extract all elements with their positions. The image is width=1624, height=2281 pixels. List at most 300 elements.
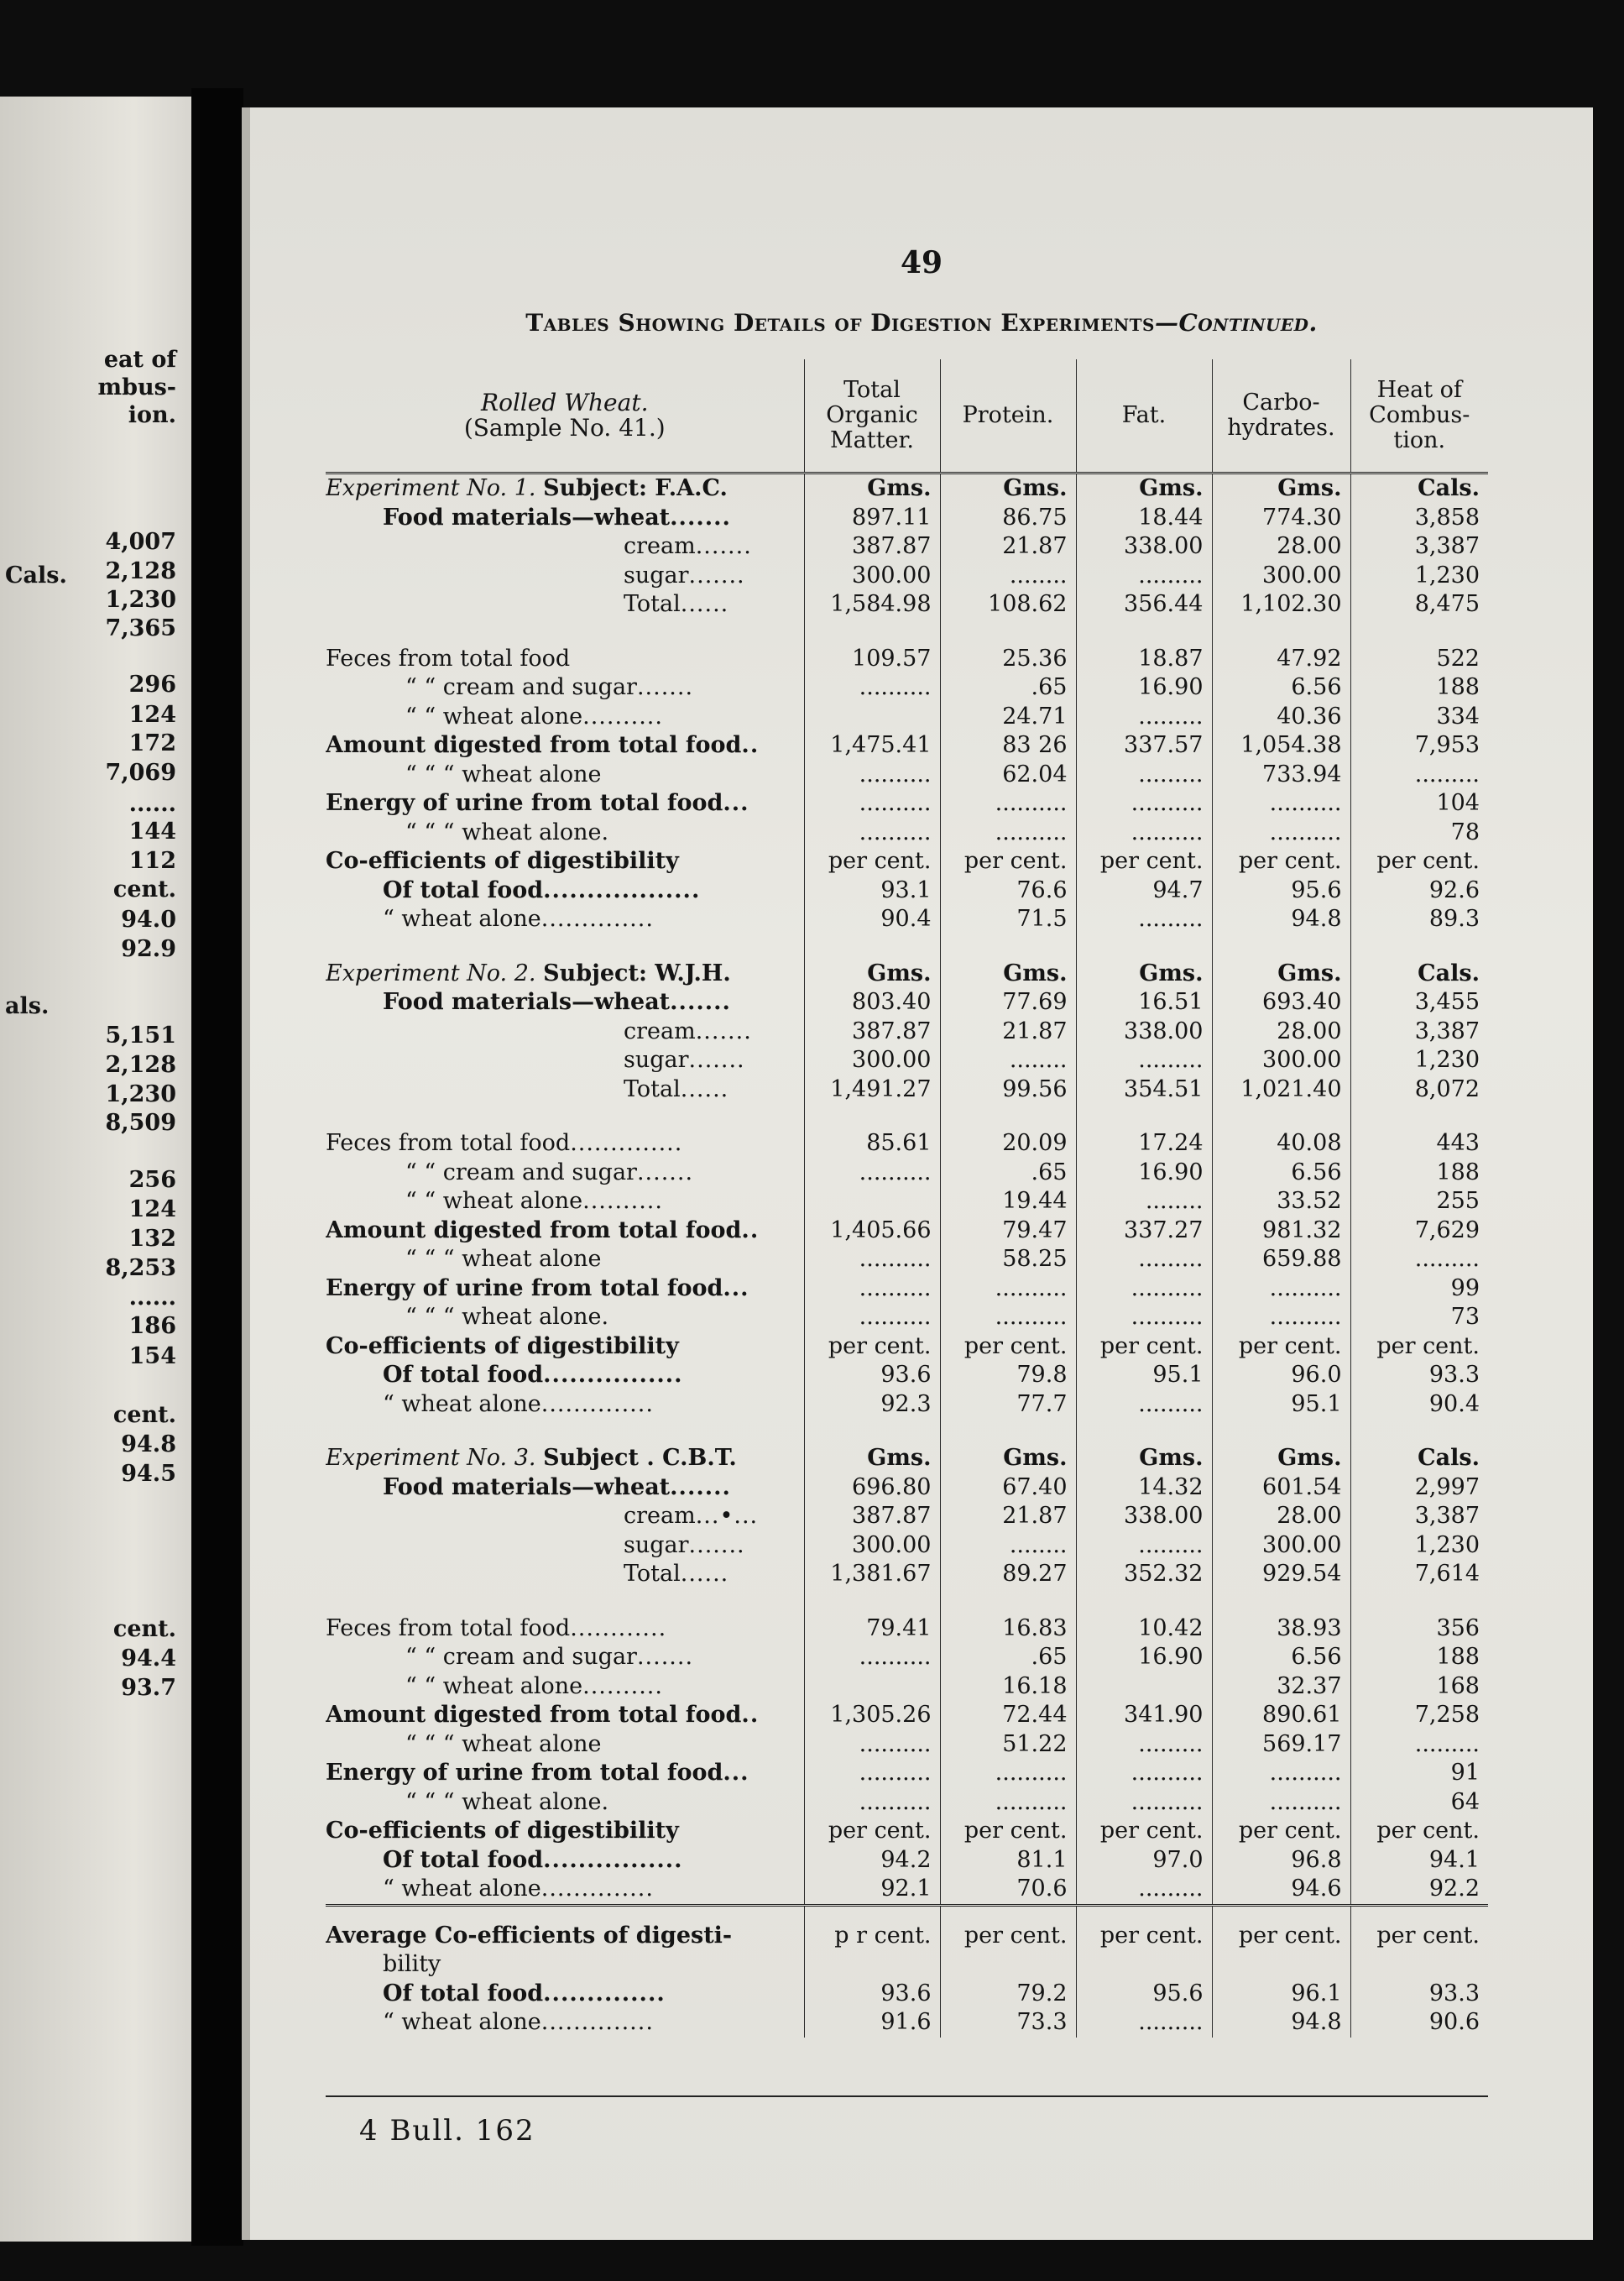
row-label — [326, 504, 804, 533]
value-cell: 19.44 — [940, 1187, 1076, 1216]
document-page — [242, 107, 1593, 2240]
value-cell: .......... — [1076, 1759, 1212, 1788]
spacer-cell — [1076, 1589, 1212, 1614]
value-cell: .......... — [804, 1274, 940, 1304]
left-page-header-line: eat of — [103, 347, 176, 373]
value-cell: .......... — [804, 789, 940, 819]
value-cell: .......... — [940, 1759, 1076, 1788]
left-page-value: 93.7 — [121, 1675, 176, 1701]
value-cell: .......... — [804, 1643, 940, 1672]
leader-dots: .............. — [540, 2009, 654, 2035]
left-page-unit: Cals. — [5, 562, 67, 589]
row-label-text: cream — [624, 533, 696, 559]
table-row — [326, 1216, 1488, 1246]
value-cell: ......... — [1076, 1245, 1212, 1274]
value-cell: 64 — [1350, 1788, 1488, 1818]
row-label-text: Food materials—wheat — [383, 1473, 671, 1500]
left-page-value: 124 — [128, 702, 176, 728]
empty-cell — [804, 1950, 940, 1980]
header-fat: Fat. — [1076, 359, 1212, 473]
unit-cell: per cent. — [1212, 1922, 1350, 1951]
unit-cell: per cent. — [940, 847, 1076, 876]
value-cell: 92.2 — [1350, 1875, 1488, 1905]
spacer-cell — [326, 934, 804, 960]
value-cell: 1,021.40 — [1212, 1075, 1350, 1105]
value-cell: 7,258 — [1350, 1701, 1488, 1730]
experiment-header-row — [326, 473, 1488, 504]
unit-cell: Gms. — [940, 1444, 1076, 1473]
table-row — [326, 1390, 1488, 1420]
unit-cell: p r cent. — [804, 1922, 940, 1951]
value-cell: 93.1 — [804, 876, 940, 906]
value-cell: 300.00 — [1212, 1046, 1350, 1075]
row-label-text: “ “ “ wheat alone. — [405, 1788, 609, 1815]
value-cell: 38.93 — [1212, 1614, 1350, 1644]
value-cell: ........ — [940, 1046, 1076, 1075]
left-page-value: 154 — [128, 1343, 176, 1369]
row-label — [326, 1159, 804, 1188]
value-cell: 28.00 — [1212, 1502, 1350, 1531]
value-cell: 890.61 — [1212, 1701, 1350, 1730]
spacer-cell — [804, 1419, 940, 1444]
row-label — [326, 1129, 804, 1159]
value-cell: 18.44 — [1076, 504, 1212, 533]
average-header-row — [326, 1922, 1488, 1951]
row-label-text: “ “ “ wheat alone. — [405, 1304, 609, 1330]
leader-dots: .......... — [582, 703, 663, 730]
row-label-text: Amount digested from total food — [326, 1216, 742, 1243]
row-label-text: sugar — [624, 1047, 689, 1073]
experiment-label — [326, 1444, 804, 1473]
row-label — [326, 1216, 804, 1246]
value-cell: 733.94 — [1212, 761, 1350, 790]
value-cell: .......... — [804, 819, 940, 848]
row-label — [326, 731, 804, 761]
value-cell: 774.30 — [1212, 504, 1350, 533]
table-row — [326, 1046, 1488, 1075]
value-cell: ......... — [1350, 761, 1488, 790]
value-cell: 108.62 — [940, 590, 1076, 620]
row-label — [326, 1560, 804, 1589]
value-cell: .......... — [804, 673, 940, 703]
header-total-organic-matter — [804, 359, 940, 473]
unit-cell: per cent. — [1350, 847, 1488, 876]
experiment-number: Experiment No. 1. — [326, 475, 536, 501]
value-cell — [804, 1672, 940, 1702]
row-label-text: Amount digested from total food — [326, 1702, 742, 1728]
table-row — [326, 1730, 1488, 1760]
spacer-cell — [326, 1104, 804, 1129]
experiment-label — [326, 960, 804, 989]
row-label — [326, 988, 804, 1018]
value-cell: .......... — [804, 1730, 940, 1760]
table-header-row — [326, 359, 1488, 473]
leader-dots: .. — [741, 1702, 760, 1728]
unit-cell: per cent. — [804, 1817, 940, 1846]
spacer-cell — [1350, 1419, 1488, 1444]
leader-dots: .. — [741, 1216, 760, 1243]
value-cell: 522 — [1350, 645, 1488, 674]
value-cell — [804, 1187, 940, 1216]
row-label-text: Energy of urine from total food — [326, 1274, 723, 1301]
value-cell: 7,614 — [1350, 1560, 1488, 1589]
left-page-value: 2,128 — [105, 558, 176, 584]
unit-cell: per cent. — [1212, 847, 1350, 876]
value-cell: ......... — [1076, 1531, 1212, 1561]
row-label-text: “ wheat alone — [383, 906, 541, 932]
leader-dots: ....... — [695, 533, 752, 559]
unit-cell: Gms. — [1212, 1444, 1350, 1473]
value-cell: 1,230 — [1350, 562, 1488, 591]
value-cell: .......... — [804, 1303, 940, 1332]
unit-cell: per cent. — [1350, 1332, 1488, 1362]
spacer-row — [326, 1589, 1488, 1614]
left-page-value: ...... — [128, 791, 176, 817]
table-row — [326, 905, 1488, 934]
table-row — [326, 645, 1488, 674]
row-label-text: Total — [624, 1561, 681, 1587]
value-cell: 90.4 — [1350, 1390, 1488, 1420]
row-label — [326, 590, 804, 620]
value-cell: 96.8 — [1212, 1846, 1350, 1876]
value-cell: 79.47 — [940, 1216, 1076, 1246]
row-label-text: “ “ cream and sugar — [405, 1159, 637, 1185]
value-cell: 300.00 — [804, 1531, 940, 1561]
row-label — [326, 2008, 804, 2038]
signature-footer: 4 Bull. 162 — [359, 2114, 535, 2148]
page-title-suffix: —Continued. — [1154, 309, 1318, 337]
value-cell: 337.27 — [1076, 1216, 1212, 1246]
value-cell: 89.27 — [940, 1560, 1076, 1589]
value-cell: 356.44 — [1076, 590, 1212, 620]
value-cell: 354.51 — [1076, 1075, 1212, 1105]
separator-cell — [1076, 1905, 1212, 1922]
value-cell: ......... — [1076, 703, 1212, 732]
left-facing-page — [0, 97, 196, 2242]
value-cell: 341.90 — [1076, 1701, 1212, 1730]
unit-cell: per cent. — [1212, 1332, 1350, 1362]
value-cell: 1,230 — [1350, 1531, 1488, 1561]
table-row — [326, 1643, 1488, 1672]
value-cell: ......... — [1076, 2008, 1212, 2038]
row-label — [326, 789, 804, 819]
value-cell: 168 — [1350, 1672, 1488, 1702]
leader-dots: ...... — [680, 1075, 729, 1102]
left-page-value: 256 — [128, 1167, 176, 1193]
left-page-value: 1,230 — [105, 1081, 176, 1107]
left-page-value: 132 — [128, 1226, 176, 1252]
left-page-value: 92.9 — [121, 936, 176, 962]
value-cell: 255 — [1350, 1187, 1488, 1216]
value-cell: 73 — [1350, 1303, 1488, 1332]
value-cell: 109.57 — [804, 645, 940, 674]
value-cell: .......... — [804, 1245, 940, 1274]
table-row — [326, 1361, 1488, 1390]
value-cell: 338.00 — [1076, 532, 1212, 562]
table-row — [326, 1614, 1488, 1644]
unit-cell: Gms. — [940, 960, 1076, 989]
value-cell: ......... — [1076, 1390, 1212, 1420]
spacer-row — [326, 1419, 1488, 1444]
left-page-value: 144 — [128, 819, 176, 845]
value-cell: 51.22 — [940, 1730, 1076, 1760]
row-label — [326, 1531, 804, 1561]
experiment-label — [326, 473, 804, 504]
header-line: tion. — [1393, 427, 1446, 453]
spacer-cell — [1212, 1589, 1350, 1614]
value-cell: 73.3 — [940, 2008, 1076, 2038]
spacer-cell — [1212, 1104, 1350, 1129]
row-label-text: “ “ wheat alone — [405, 1188, 583, 1214]
unit-cell: per cent. — [1350, 1817, 1488, 1846]
value-cell: 77.7 — [940, 1390, 1076, 1420]
value-cell: 94.2 — [804, 1846, 940, 1876]
leader-dots: .............. — [540, 1390, 654, 1417]
value-cell: 96.1 — [1212, 1980, 1350, 2009]
value-cell — [1076, 1672, 1212, 1702]
value-cell: 28.00 — [1212, 532, 1350, 562]
header-heat-of-combustion — [1350, 359, 1488, 473]
header-line: Heat of — [1376, 377, 1462, 403]
header-carbohydrates — [1212, 359, 1350, 473]
table-row — [326, 1274, 1488, 1304]
value-cell: .......... — [1076, 1788, 1212, 1818]
row-label — [326, 703, 804, 732]
value-cell: 300.00 — [1212, 1531, 1350, 1561]
left-page-value: cent. — [112, 1402, 176, 1428]
value-cell: 300.00 — [804, 562, 940, 591]
leader-dots: .............. — [540, 906, 654, 932]
row-label-text: Feces from total food — [326, 1614, 571, 1641]
spacer-row — [326, 934, 1488, 960]
row-label — [326, 1730, 804, 1760]
row-label — [326, 1614, 804, 1644]
row-label-text: “ wheat alone — [383, 1390, 541, 1417]
value-cell: 387.87 — [804, 1502, 940, 1531]
row-label-text: “ wheat alone — [383, 2009, 541, 2035]
row-label-text: Of total food — [383, 1362, 544, 1388]
value-cell: 86.75 — [940, 504, 1076, 533]
spacer-cell — [1076, 1104, 1212, 1129]
experiment-header-row — [326, 960, 1488, 989]
value-cell: 16.90 — [1076, 673, 1212, 703]
row-label-text: “ “ “ wheat alone. — [405, 819, 609, 845]
row-label — [326, 1018, 804, 1047]
value-cell: .......... — [940, 1274, 1076, 1304]
value-cell: 188 — [1350, 673, 1488, 703]
left-page-value: 172 — [128, 730, 176, 756]
value-cell: 1,491.27 — [804, 1075, 940, 1105]
coefficients-header-row — [326, 1332, 1488, 1362]
unit-cell: per cent. — [1350, 1922, 1488, 1951]
value-cell: ......... — [1076, 905, 1212, 934]
leader-dots: ... — [723, 1274, 749, 1301]
leader-dots: .. — [741, 732, 760, 758]
leader-dots: .......... — [582, 1672, 663, 1699]
row-label-text: Feces from total food — [326, 1130, 571, 1156]
row-label — [326, 1303, 804, 1332]
table-row — [326, 1129, 1488, 1159]
value-cell: 3,387 — [1350, 1018, 1488, 1047]
average-separator-row — [326, 1905, 1488, 1922]
value-cell: 3,858 — [1350, 504, 1488, 533]
value-cell: ......... — [1076, 761, 1212, 790]
spacer-cell — [326, 620, 804, 645]
spacer-cell — [940, 620, 1076, 645]
value-cell: 300.00 — [1212, 562, 1350, 591]
value-cell: 92.1 — [804, 1875, 940, 1905]
value-cell: .......... — [804, 1159, 940, 1188]
empty-cell — [1076, 1950, 1212, 1980]
left-page-value: cent. — [112, 876, 176, 902]
table-row — [326, 1531, 1488, 1561]
table-row — [326, 876, 1488, 906]
unit-cell: per cent. — [1212, 1817, 1350, 1846]
left-page-value: als. — [5, 993, 50, 1019]
leader-dots: ....... — [688, 562, 745, 589]
unit-cell: Gms. — [1076, 960, 1212, 989]
left-page-value: 8,509 — [105, 1110, 176, 1136]
unit-cell: Cals. — [1350, 1444, 1488, 1473]
value-cell — [804, 703, 940, 732]
row-label — [326, 1046, 804, 1075]
row-label — [326, 1274, 804, 1304]
table-row — [326, 789, 1488, 819]
coefficients-header-row — [326, 847, 1488, 876]
average-label-text: Average Co-efficients of digesti- — [326, 1922, 733, 1949]
value-cell: .......... — [1212, 1303, 1350, 1332]
value-cell: ......... — [1076, 1046, 1212, 1075]
leader-dots: ....... — [636, 1159, 694, 1185]
value-cell: 696.80 — [804, 1473, 940, 1503]
leader-dots: ....... — [695, 1018, 752, 1044]
value-cell: .......... — [940, 1303, 1076, 1332]
unit-cell: per cent. — [804, 847, 940, 876]
leader-dots: ....... — [670, 1473, 731, 1500]
row-label-text: Food materials—wheat — [383, 504, 671, 531]
row-label — [326, 532, 804, 562]
spacer-cell — [1076, 1419, 1212, 1444]
header-protein: Protein. — [940, 359, 1076, 473]
row-label-text: sugar — [624, 1531, 689, 1558]
value-cell: 1,405.66 — [804, 1216, 940, 1246]
value-cell: .......... — [1212, 1274, 1350, 1304]
book-spine-gutter — [191, 88, 243, 2246]
row-label-text: “ “ wheat alone — [405, 703, 583, 730]
page-number: 49 — [900, 245, 943, 280]
header-stub — [326, 359, 804, 473]
value-cell: 188 — [1350, 1159, 1488, 1188]
row-label: Co-efficients of digestibility — [326, 1818, 679, 1844]
value-cell: 3,455 — [1350, 988, 1488, 1018]
row-label-text: Of total food — [383, 876, 544, 903]
row-label: Co-efficients of digestibility — [326, 848, 679, 874]
value-cell: 83 26 — [940, 731, 1076, 761]
row-label — [326, 1672, 804, 1702]
unit-cell: Gms. — [940, 473, 1076, 504]
left-page-value: ...... — [128, 1284, 176, 1311]
value-cell: 32.37 — [1212, 1672, 1350, 1702]
value-cell: 337.57 — [1076, 731, 1212, 761]
value-cell: 3,387 — [1350, 1502, 1488, 1531]
row-label-text: Feces from total food — [326, 645, 571, 672]
spacer-cell — [804, 620, 940, 645]
row-label — [326, 1701, 804, 1730]
value-cell: 6.56 — [1212, 673, 1350, 703]
value-cell: 77.69 — [940, 988, 1076, 1018]
leader-dots: ....... — [670, 504, 731, 531]
value-cell: 93.3 — [1350, 1361, 1488, 1390]
leader-dots: .............. — [543, 1980, 666, 2006]
leader-dots: ................ — [543, 1846, 683, 1873]
value-cell: 95.6 — [1212, 876, 1350, 906]
table-row — [326, 703, 1488, 732]
experiment-subject: Subject: F.A.C. — [543, 475, 728, 501]
spacer-cell — [1350, 1589, 1488, 1614]
leader-dots: .............. — [540, 1876, 654, 1902]
empty-cell — [1212, 1950, 1350, 1980]
value-cell: 338.00 — [1076, 1018, 1212, 1047]
value-cell: 14.32 — [1076, 1473, 1212, 1503]
row-label — [326, 1245, 804, 1274]
leader-dots: ....... — [636, 1644, 694, 1670]
left-page-value: 186 — [128, 1313, 176, 1339]
header-line: Carbo- — [1242, 390, 1320, 416]
value-cell: 78 — [1350, 819, 1488, 848]
value-cell: .......... — [940, 789, 1076, 819]
value-cell: 803.40 — [804, 988, 940, 1018]
row-label-text: “ “ cream and sugar — [405, 674, 637, 700]
row-label-text: cream — [624, 1503, 696, 1529]
row-label: Co-efficients of digestibility — [326, 1332, 679, 1359]
row-label-text: Of total food — [383, 1980, 544, 2006]
value-cell: .......... — [1076, 1303, 1212, 1332]
value-cell: ......... — [1076, 1730, 1212, 1760]
value-cell: 21.87 — [940, 1018, 1076, 1047]
value-cell: 91 — [1350, 1759, 1488, 1788]
value-cell: 99 — [1350, 1274, 1488, 1304]
value-cell: 2,997 — [1350, 1473, 1488, 1503]
left-page-value: 7,069 — [105, 760, 176, 786]
spacer-cell — [804, 934, 940, 960]
table-row — [326, 1473, 1488, 1503]
value-cell: 6.56 — [1212, 1643, 1350, 1672]
leader-dots: ................ — [543, 1362, 683, 1388]
value-cell: .......... — [940, 1788, 1076, 1818]
leader-dots: ...•... — [695, 1503, 759, 1529]
row-label — [326, 1846, 804, 1876]
value-cell: .65 — [940, 1159, 1076, 1188]
left-page-value: 94.4 — [121, 1645, 176, 1672]
spacer-row — [326, 1104, 1488, 1129]
value-cell: .......... — [1212, 789, 1350, 819]
leader-dots: ....... — [688, 1531, 745, 1558]
value-cell: 387.87 — [804, 1018, 940, 1047]
page-title-text: Tables Showing Details of Digestion Experiments — [525, 309, 1155, 337]
table-row — [326, 1701, 1488, 1730]
table-row — [326, 1502, 1488, 1531]
unit-cell: Gms. — [1212, 960, 1350, 989]
spacer-cell — [1212, 1419, 1350, 1444]
value-cell: 93.3 — [1350, 1980, 1488, 2009]
left-page-value: 8,253 — [105, 1255, 176, 1281]
value-cell: 97.0 — [1076, 1846, 1212, 1876]
unit-cell: Gms. — [804, 960, 940, 989]
value-cell: .65 — [940, 673, 1076, 703]
table-row — [326, 1187, 1488, 1216]
table-row — [326, 731, 1488, 761]
value-cell: 93.6 — [804, 1361, 940, 1390]
